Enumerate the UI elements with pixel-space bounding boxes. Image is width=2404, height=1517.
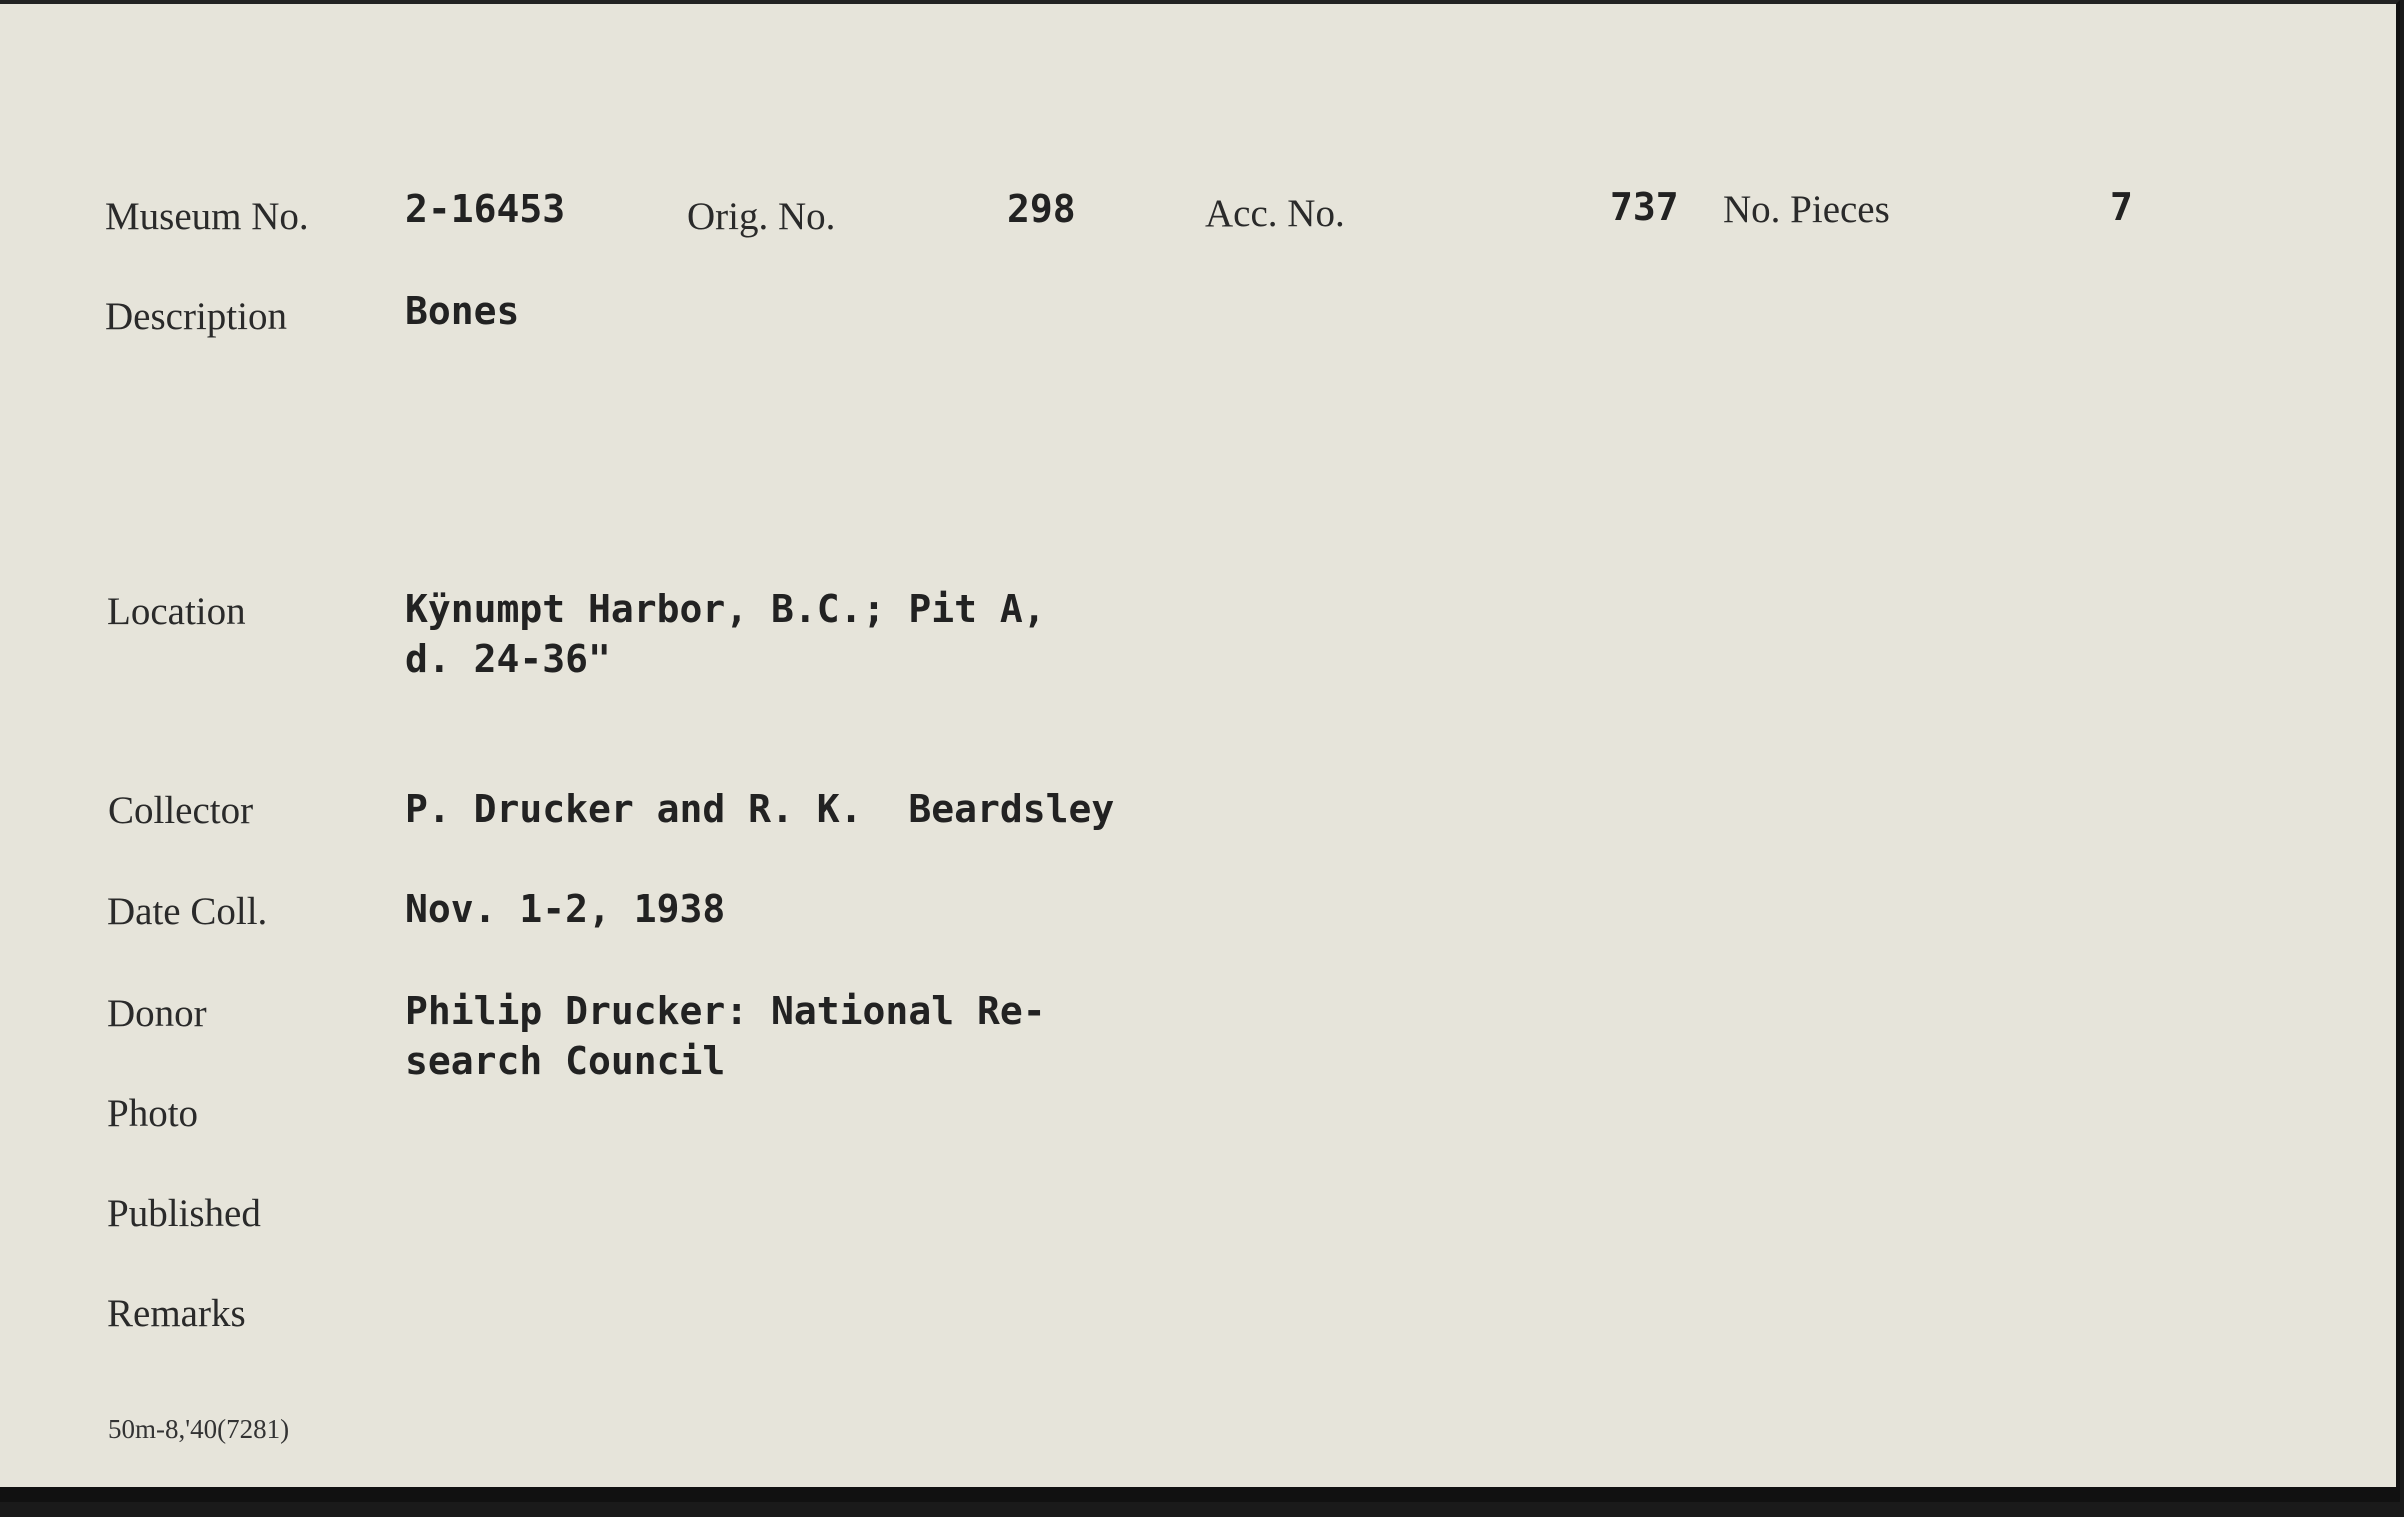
orig-no-value: 298 bbox=[1007, 187, 1076, 231]
museum-no-label: Museum No. bbox=[105, 195, 309, 238]
collector-value: P. Drucker and R. K. Beardsley bbox=[405, 787, 1115, 831]
description-label: Description bbox=[105, 295, 287, 338]
acc-no-value: 737 bbox=[1610, 185, 1679, 229]
date-coll-value: Nov. 1-2, 1938 bbox=[405, 887, 726, 931]
date-coll-label: Date Coll. bbox=[107, 890, 268, 933]
location-line-2: d. 24-36" bbox=[405, 637, 611, 681]
no-pieces-label: No. Pieces bbox=[1723, 188, 1890, 231]
donor-label: Donor bbox=[107, 992, 207, 1035]
museum-no-value: 2-16453 bbox=[405, 187, 566, 231]
donor-line-2: search Council bbox=[405, 1039, 726, 1083]
photo-label: Photo bbox=[107, 1092, 199, 1135]
location-label: Location bbox=[107, 590, 246, 633]
location-line-1: Kÿnumpt Harbor, B.C.; Pit A, bbox=[405, 587, 1046, 631]
print-code: 50m-8,'40(7281) bbox=[108, 1414, 290, 1444]
description-value: Bones bbox=[405, 289, 520, 333]
published-label: Published bbox=[107, 1192, 261, 1235]
orig-no-label: Orig. No. bbox=[687, 195, 836, 238]
donor-line-1: Philip Drucker: National Re- bbox=[405, 989, 1046, 1033]
collector-label: Collector bbox=[108, 789, 254, 832]
no-pieces-value: 7 bbox=[2110, 185, 2133, 229]
remarks-label: Remarks bbox=[107, 1292, 246, 1335]
acc-no-label: Acc. No. bbox=[1205, 192, 1345, 235]
